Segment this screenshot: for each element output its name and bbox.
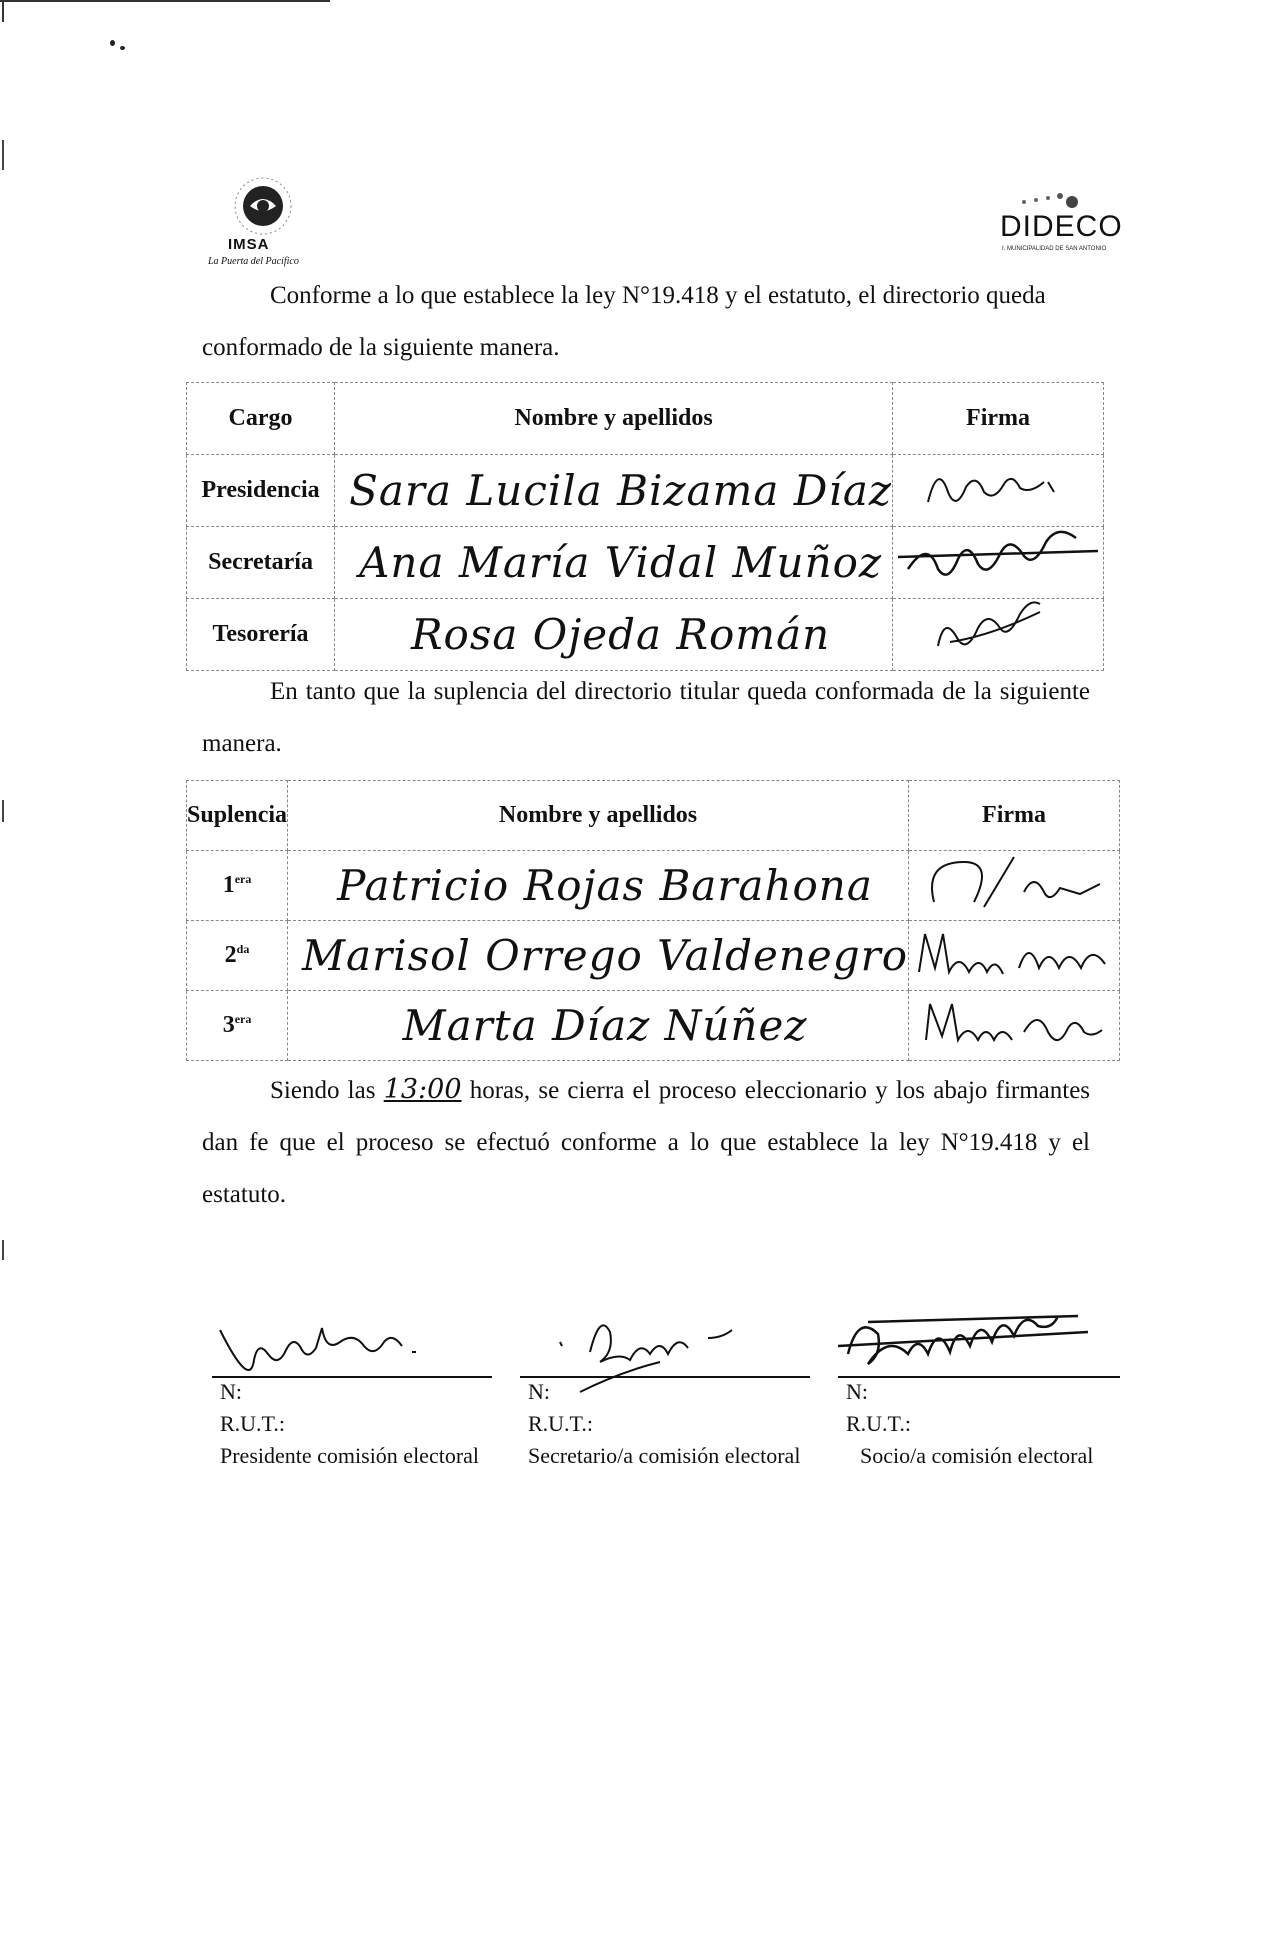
handwritten-signature: [908, 457, 1088, 517]
suplencia-table: [186, 780, 1120, 1061]
table-row: [187, 991, 1120, 1061]
handwritten-signature: [914, 852, 1114, 912]
scan-edge-mark: [2, 800, 4, 822]
cargo-cell: Tesorería: [187, 599, 335, 671]
signature-role: Secretario/a comisión electoral: [528, 1443, 801, 1468]
handwritten-signature: [908, 601, 1088, 661]
ordinal-number: 3: [222, 1012, 235, 1038]
cargo-cell: Presidencia: [187, 455, 335, 527]
ordinal-suffix: era: [234, 1012, 252, 1026]
suplencia-paragraph: En tanto que la suplencia del directorio titular queda conformada de la siguiente manera.: [202, 678, 1090, 757]
ordinal-number: 1: [222, 872, 235, 898]
handwritten-name: Patricio Rojas Barahona: [288, 851, 909, 921]
n-label: N:: [220, 1379, 242, 1404]
dideco-logo-subtitle: I. MUNICIPALIDAD DE SAN ANTONIO: [1002, 246, 1107, 252]
signature-cell: [909, 991, 1120, 1061]
signature-cell: [893, 599, 1104, 671]
directorio-table: [186, 382, 1104, 671]
table-row: [187, 921, 1120, 991]
imsa-logo: [208, 172, 318, 272]
table-row: [187, 851, 1120, 921]
signature-cell: [909, 921, 1120, 991]
column-header: Firma: [909, 781, 1120, 851]
handwritten-signature: [520, 1312, 810, 1392]
rut-label: R.U.T.:: [220, 1411, 285, 1436]
scan-edge-top: [0, 0, 330, 2]
n-label: N:: [846, 1379, 868, 1404]
signature-role: Socio/a comisión electoral: [860, 1443, 1094, 1468]
ordinal-number: 2: [224, 942, 237, 968]
handwritten-name: Marta Díaz Núñez: [288, 991, 909, 1061]
handwritten-name: Sara Lucila Bizama Díaz: [335, 455, 893, 527]
ordinal-cell: [187, 851, 288, 921]
imsa-emblem-icon: [228, 172, 298, 238]
rut-label: R.U.T.:: [846, 1411, 911, 1436]
table-header-row: [187, 781, 1120, 851]
handwritten-signature: [898, 529, 1098, 589]
dideco-figures-icon: [1018, 188, 1078, 210]
table-row: [187, 599, 1104, 671]
signature-cell: [893, 455, 1104, 527]
ordinal-suffix: era: [234, 872, 252, 886]
handwritten-time: 13:00: [383, 1074, 462, 1105]
signature-cell: [909, 851, 1120, 921]
scan-edge-mark: [2, 1240, 4, 1260]
table-row: [187, 455, 1104, 527]
signature-line: [838, 1376, 1120, 1378]
signature-line: [212, 1376, 492, 1378]
scan-speck: [120, 46, 125, 50]
ordinal-cell: [187, 991, 288, 1061]
imsa-logo-motto: La Puerta del Pacífico: [208, 256, 299, 267]
closing-text-after: horas, se cierra el proceso eleccionario y los abajo firmantes dan fe que el proceso se efectuó conforme a lo que establece la ley N°19.418 y el estatuto.: [202, 1077, 1091, 1208]
handwritten-name: Rosa Ojeda Román: [335, 599, 893, 671]
handwritten-signature: [914, 992, 1114, 1052]
intro-paragraph: Conforme a lo que establece la ley N°19.418 y el estatuto, el directorio queda conformado de la siguiente manera.: [202, 282, 1046, 361]
closing-text-before: Siendo las: [270, 1077, 376, 1104]
column-header: Nombre y apellidos: [288, 781, 909, 851]
handwritten-signature: [838, 1304, 1120, 1384]
table-header-row: [187, 383, 1104, 455]
scan-speck: [110, 40, 115, 46]
column-header: Nombre y apellidos: [335, 383, 893, 455]
signature-cell: [893, 527, 1104, 599]
scan-edge-left: [2, 0, 4, 22]
n-label: N:: [528, 1379, 550, 1404]
handwritten-name: Marisol Orrego Valdenegro: [288, 921, 909, 991]
ordinal-suffix: da: [236, 942, 250, 956]
signature-role: Presidente comisión electoral: [220, 1443, 480, 1468]
rut-label: R.U.T.:: [528, 1411, 593, 1436]
table-row: [187, 527, 1104, 599]
closing-paragraph: [202, 1064, 1090, 1221]
handwritten-name: Ana María Vidal Muñoz: [335, 527, 893, 599]
column-header: Cargo: [187, 383, 335, 455]
dideco-logo-text: DIDECO: [1000, 210, 1123, 243]
ordinal-cell: [187, 921, 288, 991]
imsa-logo-text: IMSA: [228, 236, 270, 253]
scan-edge-mark: [2, 140, 4, 170]
dideco-logo: [1000, 188, 1130, 262]
signature-line: [520, 1376, 810, 1378]
handwritten-signature: [909, 922, 1119, 982]
cargo-cell: Secretaría: [187, 527, 335, 599]
column-header: Suplencia: [187, 781, 288, 851]
column-header: Firma: [893, 383, 1104, 455]
